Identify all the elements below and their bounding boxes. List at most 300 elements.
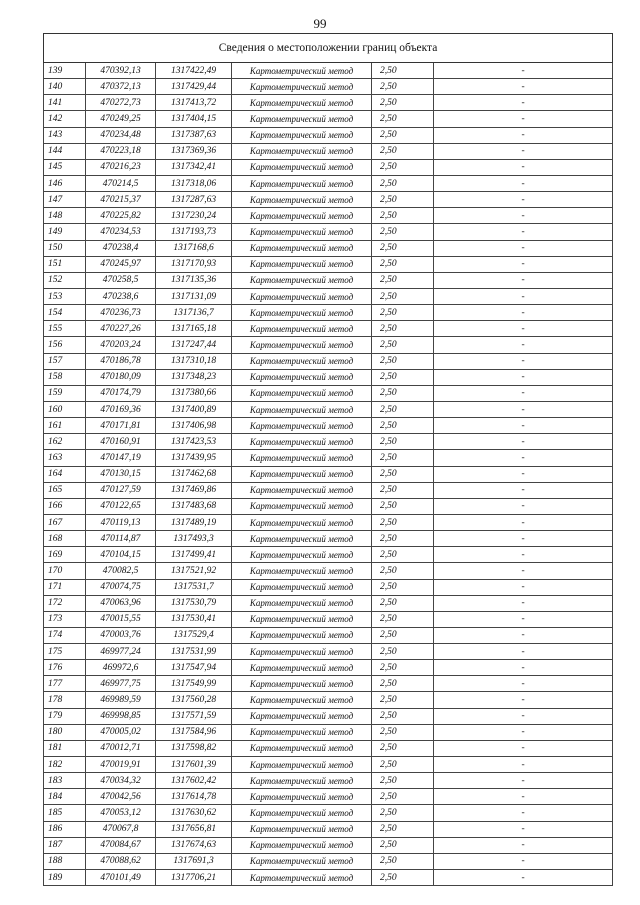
note-cell: - (434, 853, 613, 869)
x-coordinate-cell: 470067,8 (86, 821, 156, 837)
x-coordinate-cell: 470084,67 (86, 837, 156, 853)
point-number-cell: 186 (44, 821, 86, 837)
y-coordinate-cell: 1317193,73 (156, 224, 232, 240)
note-cell: - (434, 708, 613, 724)
point-number-cell: 142 (44, 111, 86, 127)
method-cell: Картометрический метод (232, 63, 372, 79)
method-cell: Картометрический метод (232, 434, 372, 450)
x-coordinate-cell: 470236,73 (86, 305, 156, 321)
x-coordinate-cell: 470034,32 (86, 773, 156, 789)
note-cell: - (434, 240, 613, 256)
precision-cell: 2,50 (372, 740, 434, 756)
y-coordinate-cell: 1317404,15 (156, 111, 232, 127)
x-coordinate-cell: 470186,78 (86, 353, 156, 369)
y-coordinate-cell: 1317400,89 (156, 401, 232, 417)
precision-cell: 2,50 (372, 724, 434, 740)
precision-cell: 2,50 (372, 773, 434, 789)
precision-cell: 2,50 (372, 708, 434, 724)
precision-cell: 2,50 (372, 627, 434, 643)
x-coordinate-cell: 470180,09 (86, 369, 156, 385)
table-row (44, 627, 613, 643)
note-cell: - (434, 595, 613, 611)
note-cell: - (434, 337, 613, 353)
method-cell: Картометрический метод (232, 692, 372, 708)
x-coordinate-cell: 470234,53 (86, 224, 156, 240)
x-coordinate-cell: 470372,13 (86, 79, 156, 95)
table-row (44, 240, 613, 256)
point-number-cell: 159 (44, 385, 86, 401)
note-cell: - (434, 740, 613, 756)
point-number-cell: 157 (44, 353, 86, 369)
x-coordinate-cell: 470114,87 (86, 531, 156, 547)
table-row (44, 853, 613, 869)
point-number-cell: 156 (44, 337, 86, 353)
point-number-cell: 177 (44, 676, 86, 692)
precision-cell: 2,50 (372, 63, 434, 79)
table-row (44, 288, 613, 304)
method-cell: Картометрический метод (232, 870, 372, 886)
method-cell: Картометрический метод (232, 288, 372, 304)
y-coordinate-cell: 1317131,09 (156, 288, 232, 304)
y-coordinate-cell: 1317549,99 (156, 676, 232, 692)
x-coordinate-cell: 470063,96 (86, 595, 156, 611)
x-coordinate-cell: 470053,12 (86, 805, 156, 821)
note-cell: - (434, 773, 613, 789)
table-row (44, 757, 613, 773)
table-row (44, 418, 613, 434)
precision-cell: 2,50 (372, 159, 434, 175)
x-coordinate-cell: 470019,91 (86, 757, 156, 773)
method-cell: Картометрический метод (232, 627, 372, 643)
y-coordinate-cell: 1317136,7 (156, 305, 232, 321)
note-cell: - (434, 450, 613, 466)
method-cell: Картометрический метод (232, 127, 372, 143)
y-coordinate-cell: 1317422,49 (156, 63, 232, 79)
table-row (44, 337, 613, 353)
table-row (44, 256, 613, 272)
y-coordinate-cell: 1317369,36 (156, 143, 232, 159)
precision-cell: 2,50 (372, 208, 434, 224)
point-number-cell: 175 (44, 644, 86, 660)
table-row (44, 595, 613, 611)
x-coordinate-cell: 470082,5 (86, 563, 156, 579)
page-number: 99 (313, 16, 327, 31)
note-cell: - (434, 175, 613, 191)
y-coordinate-cell: 1317598,82 (156, 740, 232, 756)
point-number-cell: 149 (44, 224, 86, 240)
method-cell: Картометрический метод (232, 401, 372, 417)
note-cell: - (434, 611, 613, 627)
method-cell: Картометрический метод (232, 111, 372, 127)
table-row (44, 369, 613, 385)
x-coordinate-cell: 470012,71 (86, 740, 156, 756)
method-cell: Картометрический метод (232, 821, 372, 837)
note-cell: - (434, 724, 613, 740)
table-row (44, 79, 613, 95)
x-coordinate-cell: 470005,02 (86, 724, 156, 740)
x-coordinate-cell: 469998,85 (86, 708, 156, 724)
table-title: Сведения о местоположении границ объекта (44, 34, 613, 63)
note-cell: - (434, 482, 613, 498)
note-cell: - (434, 805, 613, 821)
point-number-cell: 178 (44, 692, 86, 708)
precision-cell: 2,50 (372, 175, 434, 191)
point-number-cell: 140 (44, 79, 86, 95)
precision-cell: 2,50 (372, 272, 434, 288)
x-coordinate-cell: 470215,37 (86, 192, 156, 208)
precision-cell: 2,50 (372, 611, 434, 627)
note-cell: - (434, 385, 613, 401)
note-cell: - (434, 547, 613, 563)
point-number-cell: 161 (44, 418, 86, 434)
y-coordinate-cell: 1317691,3 (156, 853, 232, 869)
note-cell: - (434, 692, 613, 708)
point-number-cell: 182 (44, 757, 86, 773)
y-coordinate-cell: 1317247,44 (156, 337, 232, 353)
table-row (44, 837, 613, 853)
precision-cell: 2,50 (372, 837, 434, 853)
y-coordinate-cell: 1317493,3 (156, 531, 232, 547)
precision-cell: 2,50 (372, 531, 434, 547)
x-coordinate-cell: 470130,15 (86, 466, 156, 482)
method-cell: Картометрический метод (232, 773, 372, 789)
y-coordinate-cell: 1317584,96 (156, 724, 232, 740)
note-cell: - (434, 401, 613, 417)
method-cell: Картометрический метод (232, 369, 372, 385)
method-cell: Картометрический метод (232, 724, 372, 740)
note-cell: - (434, 644, 613, 660)
point-number-cell: 170 (44, 563, 86, 579)
precision-cell: 2,50 (372, 224, 434, 240)
note-cell: - (434, 837, 613, 853)
method-cell: Картометрический метод (232, 805, 372, 821)
point-number-cell: 147 (44, 192, 86, 208)
x-coordinate-cell: 470042,56 (86, 789, 156, 805)
note-cell: - (434, 821, 613, 837)
note-cell: - (434, 369, 613, 385)
table-row (44, 498, 613, 514)
table-row (44, 579, 613, 595)
table-row (44, 224, 613, 240)
note-cell: - (434, 870, 613, 886)
point-number-cell: 148 (44, 208, 86, 224)
point-number-cell: 152 (44, 272, 86, 288)
method-cell: Картометрический метод (232, 514, 372, 530)
note-cell: - (434, 466, 613, 482)
table-header-row (44, 34, 613, 63)
table-row (44, 353, 613, 369)
table-row (44, 192, 613, 208)
y-coordinate-cell: 1317602,42 (156, 773, 232, 789)
y-coordinate-cell: 1317135,36 (156, 272, 232, 288)
x-coordinate-cell: 470234,48 (86, 127, 156, 143)
note-cell: - (434, 127, 613, 143)
method-cell: Картометрический метод (232, 159, 372, 175)
note-cell: - (434, 531, 613, 547)
point-number-cell: 146 (44, 175, 86, 191)
point-number-cell: 163 (44, 450, 86, 466)
note-cell: - (434, 63, 613, 79)
table-row (44, 175, 613, 191)
note-cell: - (434, 757, 613, 773)
precision-cell: 2,50 (372, 418, 434, 434)
method-cell: Картометрический метод (232, 224, 372, 240)
y-coordinate-cell: 1317630,62 (156, 805, 232, 821)
method-cell: Картометрический метод (232, 208, 372, 224)
note-cell: - (434, 111, 613, 127)
x-coordinate-cell: 470160,91 (86, 434, 156, 450)
point-number-cell: 162 (44, 434, 86, 450)
table-row (44, 466, 613, 482)
method-cell: Картометрический метод (232, 498, 372, 514)
point-number-cell: 189 (44, 870, 86, 886)
y-coordinate-cell: 1317318,06 (156, 175, 232, 191)
y-coordinate-cell: 1317423,53 (156, 434, 232, 450)
precision-cell: 2,50 (372, 466, 434, 482)
x-coordinate-cell: 470245,97 (86, 256, 156, 272)
precision-cell: 2,50 (372, 95, 434, 111)
x-coordinate-cell: 470203,24 (86, 337, 156, 353)
precision-cell: 2,50 (372, 143, 434, 159)
note-cell: - (434, 192, 613, 208)
precision-cell: 2,50 (372, 821, 434, 837)
x-coordinate-cell: 470122,65 (86, 498, 156, 514)
y-coordinate-cell: 1317342,41 (156, 159, 232, 175)
table-row (44, 773, 613, 789)
precision-cell: 2,50 (372, 192, 434, 208)
table-row (44, 514, 613, 530)
x-coordinate-cell: 470101,49 (86, 870, 156, 886)
point-number-cell: 144 (44, 143, 86, 159)
x-coordinate-cell: 470214,5 (86, 175, 156, 191)
y-coordinate-cell: 1317529,4 (156, 627, 232, 643)
method-cell: Картометрический метод (232, 595, 372, 611)
note-cell: - (434, 79, 613, 95)
point-number-cell: 139 (44, 63, 86, 79)
method-cell: Картометрический метод (232, 305, 372, 321)
y-coordinate-cell: 1317380,66 (156, 385, 232, 401)
y-coordinate-cell: 1317560,28 (156, 692, 232, 708)
x-coordinate-cell: 469972,6 (86, 660, 156, 676)
note-cell: - (434, 256, 613, 272)
note-cell: - (434, 660, 613, 676)
precision-cell: 2,50 (372, 482, 434, 498)
method-cell: Картометрический метод (232, 660, 372, 676)
precision-cell: 2,50 (372, 385, 434, 401)
precision-cell: 2,50 (372, 321, 434, 337)
note-cell: - (434, 159, 613, 175)
x-coordinate-cell: 470147,19 (86, 450, 156, 466)
precision-cell: 2,50 (372, 579, 434, 595)
y-coordinate-cell: 1317348,23 (156, 369, 232, 385)
precision-cell: 2,50 (372, 547, 434, 563)
method-cell: Картометрический метод (232, 385, 372, 401)
x-coordinate-cell: 470015,55 (86, 611, 156, 627)
y-coordinate-cell: 1317547,94 (156, 660, 232, 676)
table-row (44, 740, 613, 756)
point-number-cell: 145 (44, 159, 86, 175)
x-coordinate-cell: 470223,18 (86, 143, 156, 159)
method-cell: Картометрический метод (232, 644, 372, 660)
method-cell: Картометрический метод (232, 563, 372, 579)
point-number-cell: 167 (44, 514, 86, 530)
table-row (44, 401, 613, 417)
point-number-cell: 179 (44, 708, 86, 724)
precision-cell: 2,50 (372, 434, 434, 450)
note-cell: - (434, 627, 613, 643)
y-coordinate-cell: 1317521,92 (156, 563, 232, 579)
x-coordinate-cell: 470216,23 (86, 159, 156, 175)
precision-cell: 2,50 (372, 240, 434, 256)
x-coordinate-cell: 470169,36 (86, 401, 156, 417)
point-number-cell: 184 (44, 789, 86, 805)
method-cell: Картометрический метод (232, 450, 372, 466)
boundary-coordinates-table (43, 33, 613, 886)
table-row (44, 143, 613, 159)
note-cell: - (434, 272, 613, 288)
precision-cell: 2,50 (372, 757, 434, 773)
table-row (44, 611, 613, 627)
precision-cell: 2,50 (372, 498, 434, 514)
precision-cell: 2,50 (372, 288, 434, 304)
table-body (44, 63, 613, 886)
method-cell: Картометрический метод (232, 579, 372, 595)
y-coordinate-cell: 1317462,68 (156, 466, 232, 482)
table-row (44, 208, 613, 224)
table-row (44, 159, 613, 175)
y-coordinate-cell: 1317406,98 (156, 418, 232, 434)
x-coordinate-cell: 469977,75 (86, 676, 156, 692)
method-cell: Картометрический метод (232, 708, 372, 724)
note-cell: - (434, 353, 613, 369)
point-number-cell: 181 (44, 740, 86, 756)
note-cell: - (434, 579, 613, 595)
x-coordinate-cell: 470104,15 (86, 547, 156, 563)
table-row (44, 821, 613, 837)
note-cell: - (434, 208, 613, 224)
precision-cell: 2,50 (372, 256, 434, 272)
precision-cell: 2,50 (372, 514, 434, 530)
note-cell: - (434, 498, 613, 514)
method-cell: Картометрический метод (232, 611, 372, 627)
point-number-cell: 143 (44, 127, 86, 143)
point-number-cell: 188 (44, 853, 86, 869)
x-coordinate-cell: 470258,5 (86, 272, 156, 288)
x-coordinate-cell: 470088,62 (86, 853, 156, 869)
table-row (44, 644, 613, 660)
y-coordinate-cell: 1317230,24 (156, 208, 232, 224)
y-coordinate-cell: 1317287,63 (156, 192, 232, 208)
table-row (44, 692, 613, 708)
table-row (44, 789, 613, 805)
method-cell: Картометрический метод (232, 757, 372, 773)
precision-cell: 2,50 (372, 644, 434, 660)
y-coordinate-cell: 1317168,6 (156, 240, 232, 256)
table-row (44, 805, 613, 821)
precision-cell: 2,50 (372, 127, 434, 143)
y-coordinate-cell: 1317165,18 (156, 321, 232, 337)
method-cell: Картометрический метод (232, 192, 372, 208)
point-number-cell: 153 (44, 288, 86, 304)
method-cell: Картометрический метод (232, 256, 372, 272)
y-coordinate-cell: 1317531,99 (156, 644, 232, 660)
point-number-cell: 180 (44, 724, 86, 740)
method-cell: Картометрический метод (232, 676, 372, 692)
precision-cell: 2,50 (372, 353, 434, 369)
note-cell: - (434, 789, 613, 805)
point-number-cell: 176 (44, 660, 86, 676)
precision-cell: 2,50 (372, 870, 434, 886)
x-coordinate-cell: 470171,81 (86, 418, 156, 434)
method-cell: Картометрический метод (232, 418, 372, 434)
precision-cell: 2,50 (372, 563, 434, 579)
table-row (44, 95, 613, 111)
point-number-cell: 183 (44, 773, 86, 789)
point-number-cell: 166 (44, 498, 86, 514)
note-cell: - (434, 676, 613, 692)
y-coordinate-cell: 1317439,95 (156, 450, 232, 466)
note-cell: - (434, 143, 613, 159)
note-cell: - (434, 418, 613, 434)
precision-cell: 2,50 (372, 805, 434, 821)
x-coordinate-cell: 470225,82 (86, 208, 156, 224)
x-coordinate-cell: 470238,6 (86, 288, 156, 304)
note-cell: - (434, 514, 613, 530)
note-cell: - (434, 563, 613, 579)
method-cell: Картометрический метод (232, 175, 372, 191)
note-cell: - (434, 288, 613, 304)
method-cell: Картометрический метод (232, 240, 372, 256)
point-number-cell: 154 (44, 305, 86, 321)
method-cell: Картометрический метод (232, 547, 372, 563)
table-row (44, 385, 613, 401)
x-coordinate-cell: 469977,24 (86, 644, 156, 660)
precision-cell: 2,50 (372, 789, 434, 805)
y-coordinate-cell: 1317674,63 (156, 837, 232, 853)
table-row (44, 111, 613, 127)
point-number-cell: 155 (44, 321, 86, 337)
table-row (44, 547, 613, 563)
x-coordinate-cell: 470227,26 (86, 321, 156, 337)
y-coordinate-cell: 1317614,78 (156, 789, 232, 805)
x-coordinate-cell: 470003,76 (86, 627, 156, 643)
note-cell: - (434, 224, 613, 240)
table-row (44, 63, 613, 79)
precision-cell: 2,50 (372, 305, 434, 321)
table-row (44, 272, 613, 288)
method-cell: Картометрический метод (232, 853, 372, 869)
precision-cell: 2,50 (372, 401, 434, 417)
table-row (44, 127, 613, 143)
x-coordinate-cell: 470238,4 (86, 240, 156, 256)
precision-cell: 2,50 (372, 853, 434, 869)
method-cell: Картометрический метод (232, 531, 372, 547)
precision-cell: 2,50 (372, 450, 434, 466)
method-cell: Картометрический метод (232, 79, 372, 95)
x-coordinate-cell: 470272,73 (86, 95, 156, 111)
note-cell: - (434, 434, 613, 450)
method-cell: Картометрический метод (232, 482, 372, 498)
table-row (44, 870, 613, 886)
table-row (44, 676, 613, 692)
y-coordinate-cell: 1317530,41 (156, 611, 232, 627)
y-coordinate-cell: 1317170,93 (156, 256, 232, 272)
table-row (44, 305, 613, 321)
y-coordinate-cell: 1317530,79 (156, 595, 232, 611)
y-coordinate-cell: 1317310,18 (156, 353, 232, 369)
note-cell: - (434, 321, 613, 337)
x-coordinate-cell: 470392,13 (86, 63, 156, 79)
